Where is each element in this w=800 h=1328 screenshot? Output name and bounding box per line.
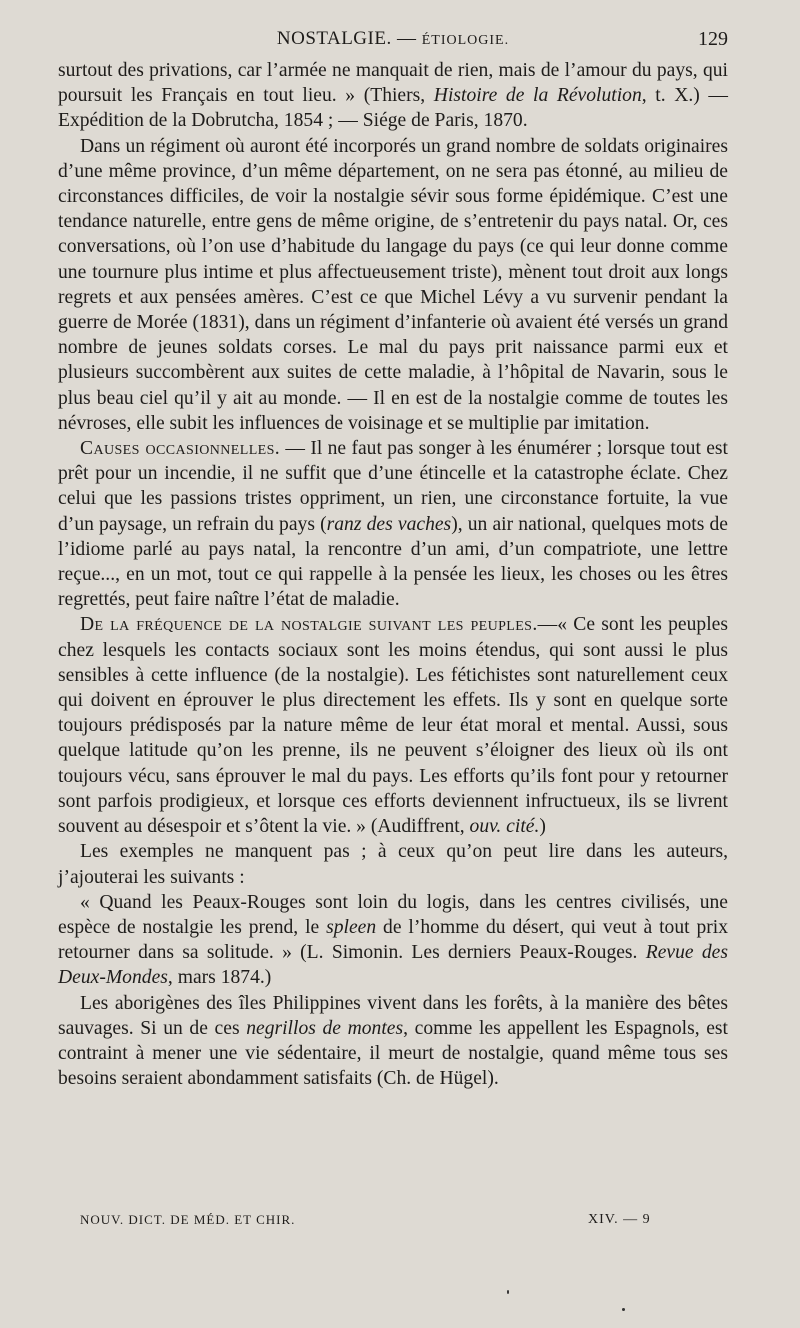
text-run: , t. X.) — Expédition de la Dobrutcha, 1854 ; — Siége de Paris, 1870. (58, 85, 728, 132)
text-run: ) (539, 816, 546, 838)
header-title: NOSTALGIE. (276, 28, 392, 49)
paragraph (58, 134, 728, 436)
header-section: ÉTIOLOGIE. (421, 33, 510, 48)
text-run: « Quand les Peaux-Rouges sont loin du logis, dans les centres civilisés, une espèce de nostalgie les prend, le (58, 891, 728, 938)
paragraph (58, 991, 728, 1092)
italic-text: ranz des vaches (326, 513, 452, 535)
text-run: —« Ce sont les peuples chez lesquels les contacts sociaux sont les moins étendus, qui sont aussi le plus sensibles à cette influence (de la nostalgie). Les fétichistes sont naturellement ceux qui doivent en éprouver le plus directement les effets. Ils y sont en quelque sorte toujours prédisposés par la nature même de leur état moral et mental. Aussi, sous quelque latitude qu’on les prenne, ils ne peuvent s’éloigner des lieux où ils ont toujours vécu, sans éprouver le mal du pays. Les efforts qu’ils font pour y retourner sont parfois prodigieux, et lorsque ces efforts deviennent infructueux, ils se livrent souvent au désespoir et s’ôtent la vie. » (Audiffrent, (58, 614, 728, 838)
text-run: — Il ne faut pas songer à les énumérer ; lorsque tout est prêt pour un incendie, il ne suffit que d’une étincelle et la catastrophe éclate. Chez celui que les passions tristes oppriment, un rien, une circonstance fortuite, la vue d’un paysage, un refrain du pays ( (58, 438, 728, 535)
italic-text: ouv. cité. (469, 816, 540, 838)
italic-text: Histoire de la Révolution (433, 85, 642, 107)
section-heading: Causes occasionnelles. (80, 438, 281, 460)
running-title (58, 28, 728, 50)
section-heading: De la fréquence de la nostalgie suivant les peuples. (80, 614, 538, 636)
text-run: Les aborigènes des îles Philippines vivent dans les forêts, à la manière des bêtes sauvages. Si un de ces (58, 992, 728, 1039)
footer-volume-mark: XIV. — 9 (588, 1212, 651, 1227)
text-run: , comme les appellent les Espagnols, est contraint à mener une vie sédentaire, il meurt de nostalgie, quand même tous ses besoins seraient abondamment satisfaits (Ch. de Hügel). (58, 1017, 728, 1090)
page-number: 129 (698, 28, 728, 50)
paragraph (58, 612, 728, 839)
paper-speck (507, 1290, 509, 1294)
page-footer (80, 1212, 680, 1234)
running-header (58, 28, 728, 56)
paragraph (58, 436, 728, 612)
text-run: Dans un régiment où auront été incorporés un grand nombre de soldats originaires d’une même province, d’un même département, on ne sera pas étonné, au milieu de circonstances difficiles, de voir la nostalgie sévir sous forme épidémique. C’est une tendance naturelle, entre gens de même origine, de s’entretenir du pays natal. Or, ces conversations, où l’on use d’habitude du langage du pays (ce qui leur donne comme une tournure plus intime et plus affectueusement triste), mènent tout droit aux longs regrets et aux pensées amères. C’est ce que Michel Lévy a vu survenir pendant la guerre de Morée (1831), dans un régiment d’infanterie où avaient été versés un grand nombre de jeunes soldats corses. Le mal du pays prit naissance parmi eux et plusieurs succombèrent aux suites de cette maladie, à l’hôpital de Navarin, sous le plus beau ciel qu’il y ait au monde. — Il en est de la nostalgie comme de toutes les névroses, elle subit les influences de voisinage et se multiplie par imitation. (58, 135, 728, 434)
paragraph (58, 839, 728, 889)
text-run: , mars 1874.) (167, 967, 272, 989)
text-run: surtout des privations, car l’armée ne manquait de rien, mais de l’amour du pays, qui poursuit les Français en tout lieu. » (Thiers, (58, 60, 728, 107)
body-text (58, 58, 728, 1091)
paragraph (58, 58, 728, 134)
text-run: ), un air national, quelques mots de l’idiome parlé au pays natal, la rencontre d’un ami, d’un compatriote, une lettre reçue..., en un mot, tout ce qui rappelle à la pensée les lieux, les choses ou les êtres regrettés, peut faire naître l’état de maladie. (58, 513, 728, 611)
italic-text: spleen (326, 916, 377, 938)
header-separator: — (391, 28, 422, 49)
footer-signature: NOUV. DICT. DE MÉD. ET CHIR. (80, 1212, 296, 1227)
paragraph (58, 890, 728, 991)
paper-speck (622, 1308, 625, 1311)
italic-text: negrillos de montes (246, 1017, 404, 1039)
text-run: de l’homme du désert, qui veut à tout prix retourner dans sa solitude. » (L. Simonin. Les derniers Peaux-Rouges. (58, 916, 729, 964)
text-run: Les exemples ne manquent pas ; à ceux qu’on peut lire dans les auteurs, j’ajouterai les suivants : (58, 841, 728, 888)
italic-text: Revue des Deux-Mondes (58, 942, 728, 989)
